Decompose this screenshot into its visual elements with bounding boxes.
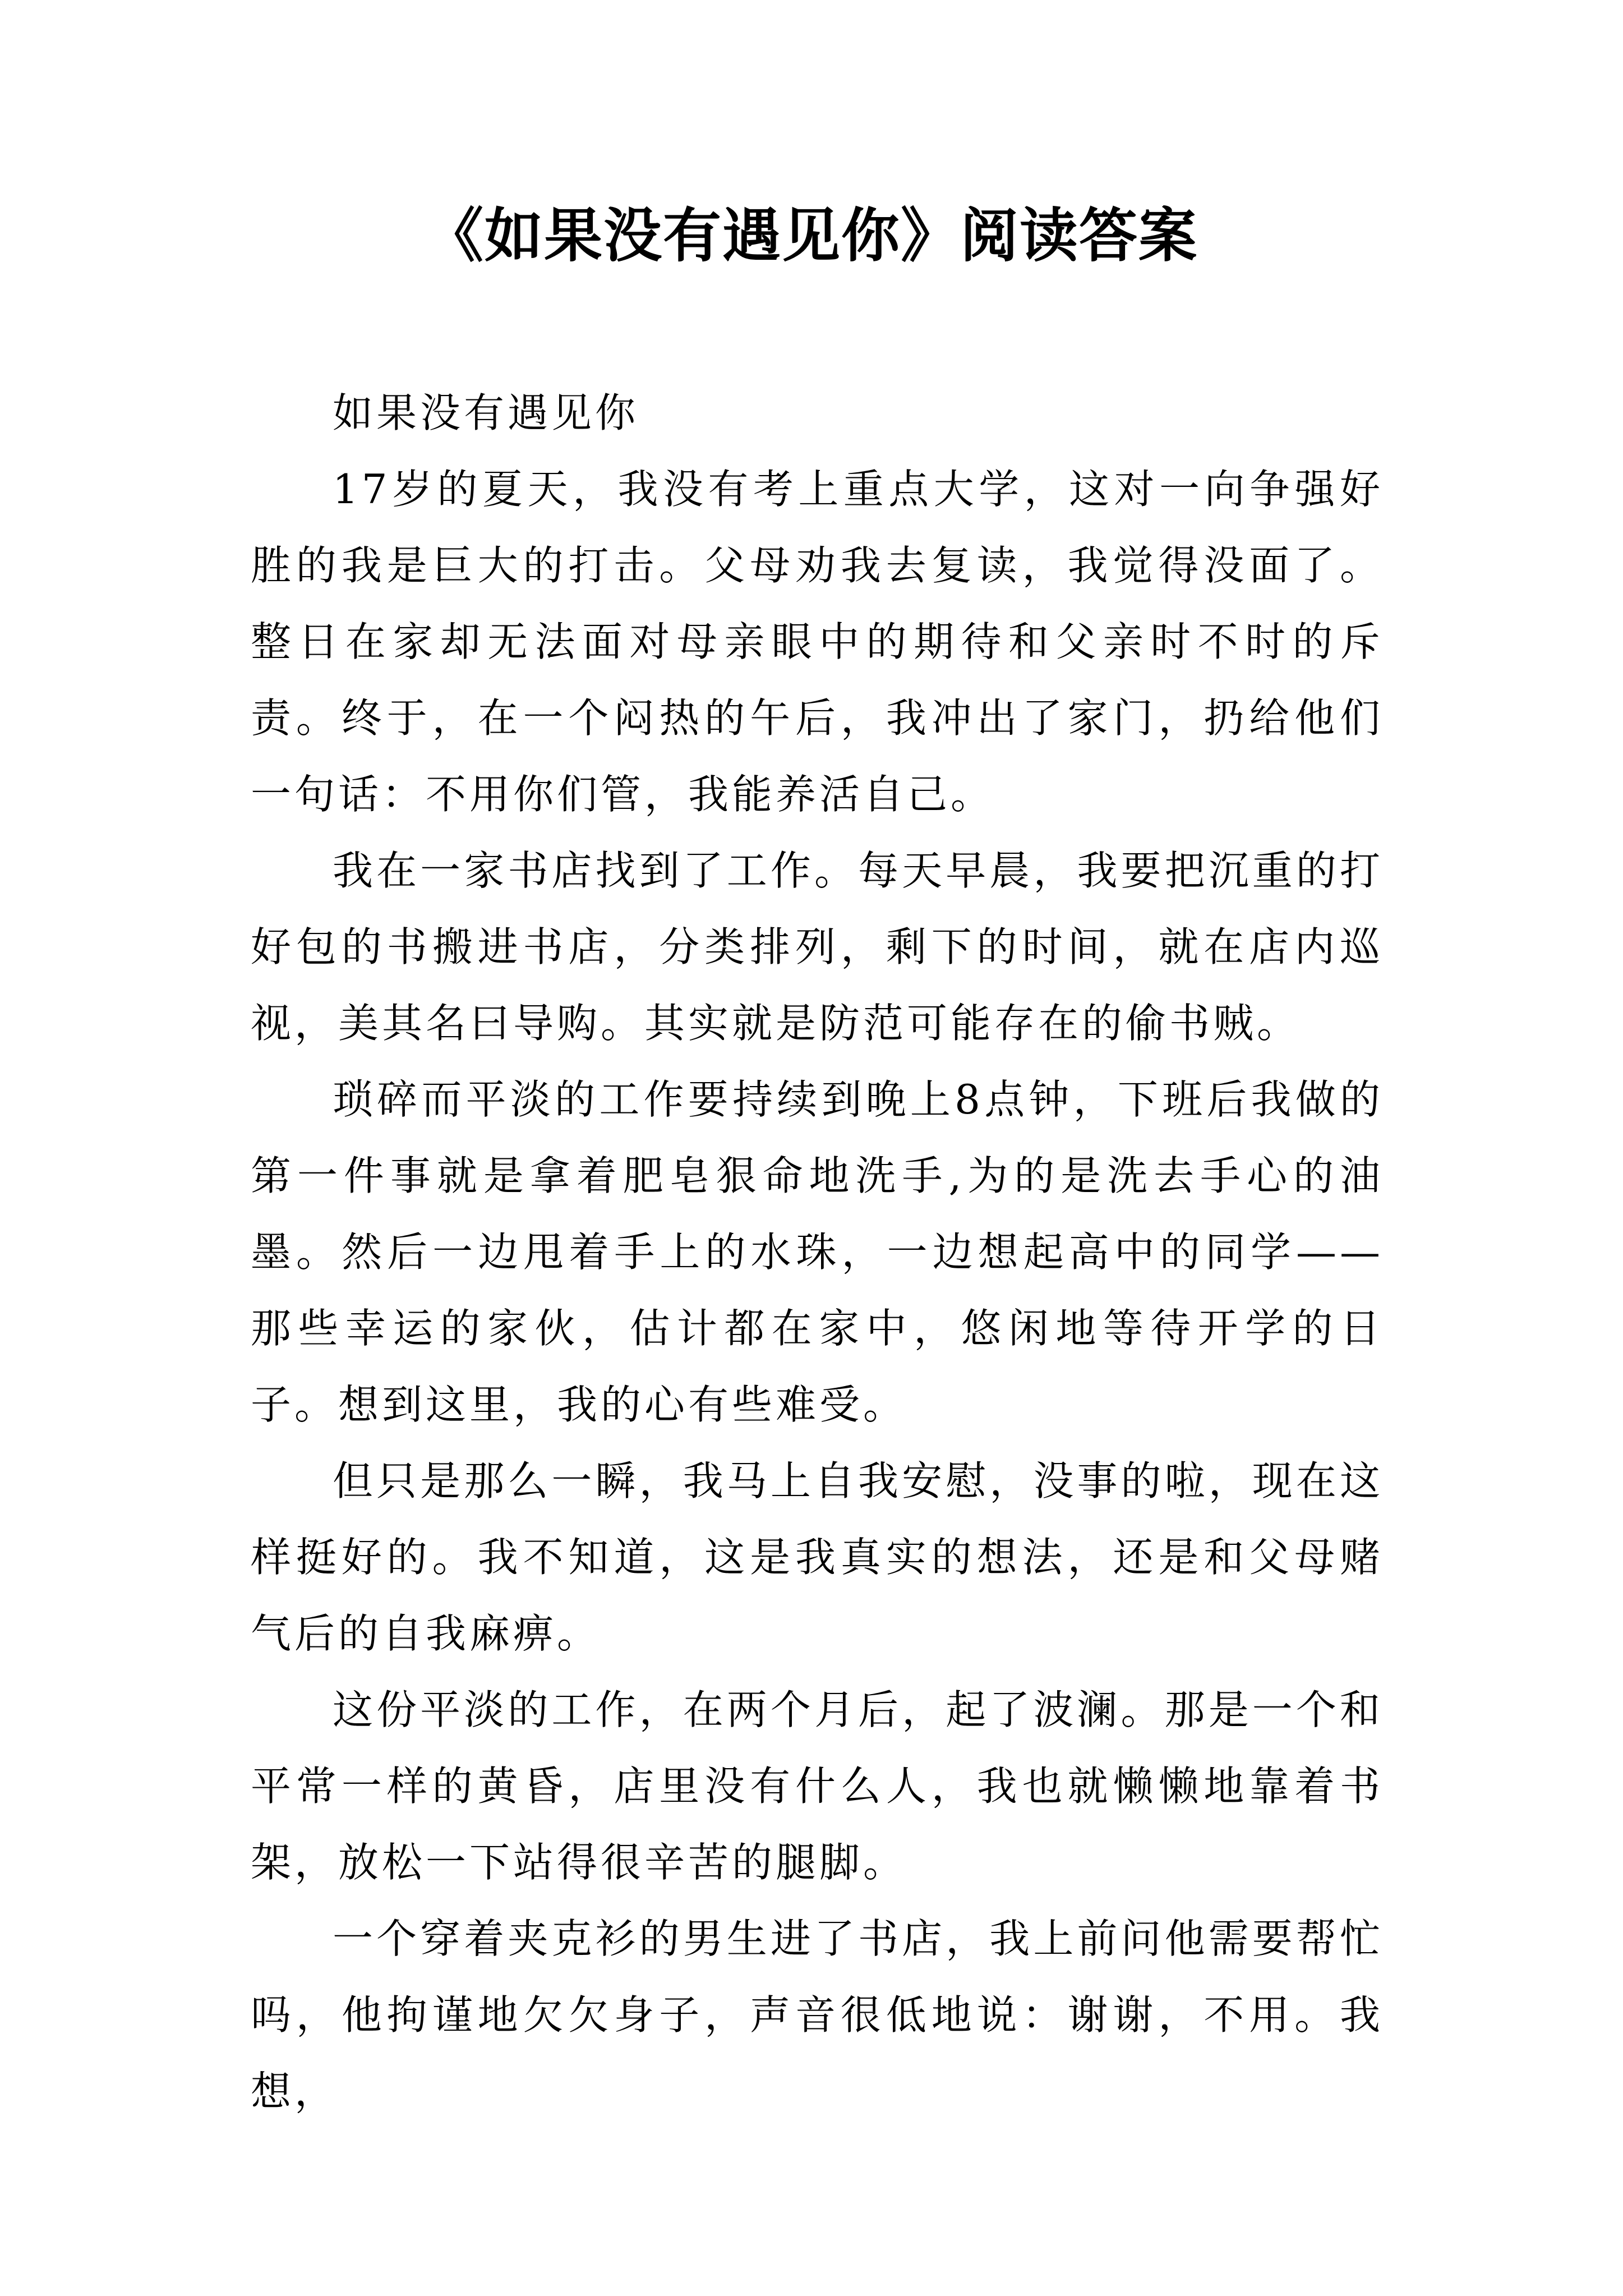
paragraph: 一个穿着夹克衫的男生进了书店，我上前问他需要帮忙吗，他拘谨地欠欠身子，声音很低地说：谢谢，不用。我想， <box>251 1915 1384 2115</box>
paragraph: 但只是那么一瞬，我马上自我安慰，没事的啦，现在这样挺好的。我不知道，这是我真实的想法，还是和父母赌气后的自我麻痹。 <box>251 1457 1384 1657</box>
paragraph: 我在一家书店找到了工作。每天早晨，我要把沉重的打好包的书搬进书店，分类排列，剩下的时间，就在店内巡视，美其名曰导购。其实就是防范可能存在的偷书贼。 <box>251 847 1384 1047</box>
paragraph: 这份平淡的工作，在两个月后，起了波澜。那是一个和平常一样的黄昏，店里没有什么人，我也就懒懒地靠着书架，放松一下站得很辛苦的腿脚。 <box>251 1686 1384 1886</box>
paragraph: 琐碎而平淡的工作要持续到晚上8点钟，下班后我做的第一件事就是拿着肥皂狠命地洗手,为的是洗去手心的油墨。然后一边甩着手上的水珠，一边想起高中的同学——那些幸运的家伙，估计都在家中，悠闲地等待开学的日子。想到这里，我的心有些难受。 <box>251 1076 1384 1428</box>
story-heading: 如果没有遇见你 <box>333 389 639 436</box>
paragraph: 17岁的夏天，我没有考上重点大学，这对一向争强好胜的我是巨大的打击。父母劝我去复读，我觉得没面了。整日在家却无法面对母亲眼中的期待和父亲时不时的斥责。终于，在一个闷热的午后，我冲出了家门，扔给他们一句话：不用你们管，我能养活自己。 <box>251 466 1384 818</box>
document-title: 《如果没有遇见你》阅读答案 <box>425 201 1198 270</box>
document-body <box>251 375 1384 2129</box>
